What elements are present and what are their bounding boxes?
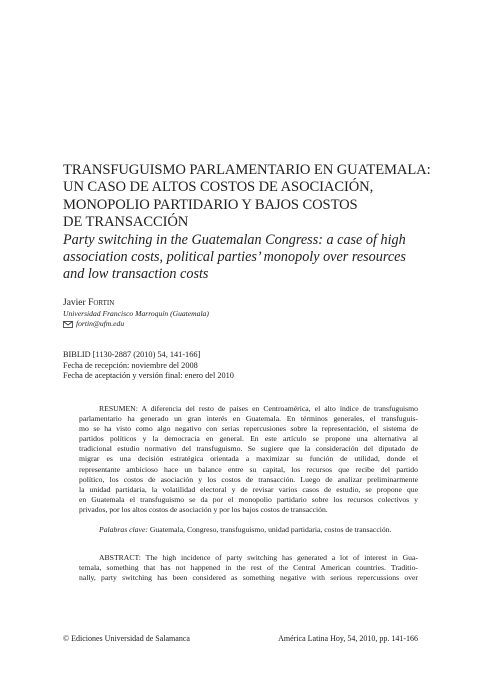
title-block (63, 162, 433, 284)
abstract-line: temala, something that has not happened in the rest of the Central American countries. Traditio- (79, 563, 418, 573)
english-title (63, 232, 433, 284)
keywords (79, 525, 418, 535)
abstract-line: nally, party switching has been considered as something negative with serious repercussions over (79, 573, 418, 583)
reception-date: Fecha de recepción: noviembre del 2008 (63, 360, 198, 370)
keywords-text: Guatemala, Congreso, transfuguismo, unidad partidaria, costos de transacción. (147, 525, 392, 534)
abstract-line: migrar es una decisión estratégica orientada a maximizar su función de utilidad, donde el (79, 454, 418, 464)
footer-publisher: © Ediciones Universidad de Salamanca (63, 634, 190, 643)
abstract-line: la unidad partidaria, la volatilidad electoral y de revisar varios casos de estudio, se propone que (79, 484, 418, 494)
spanish-title (63, 162, 433, 232)
english-title-line: and low transaction costs (63, 266, 209, 283)
abstract-line: privados, por los altos costos de asociación y por los bajos costos de transacción. (79, 504, 328, 514)
abstract-line: partidos políticos y la democracia en general. En este artículo se propone una alternativa al (79, 434, 418, 444)
author-affiliation: Universidad Francisco Marroquín (Guatemala) (63, 309, 209, 318)
abstract-line: político, los costos de asociación y los costos de transacción. Luego de analizar preliminarmente (79, 474, 418, 484)
keywords-label: Palabras clave: (99, 525, 148, 534)
bibliographic-info (63, 350, 423, 382)
author-first-name: Javier (63, 298, 86, 308)
abstract-line: tradicional estudio normativo del transfuguismo. Se sugiere que la consideración del diputado de (79, 444, 418, 454)
author-email[interactable]: fortin@ufm.edu (76, 319, 125, 328)
english-title-line: association costs, political parties’ monopoly over resources (63, 249, 406, 266)
english-title-line: Party switching in the Guatemalan Congress: a case of high (63, 231, 406, 248)
acceptance-date: Fecha de aceptación y versión final: enero del 2010 (63, 371, 234, 381)
abstract-line: ABSTRACT: The high incidence of party switching has generated a lot of interest in Gua- (99, 553, 418, 562)
abstract-line: RESUMEN: A diferencia del resto de países en Centroamérica, el alto índice de transfuguismo (99, 404, 418, 413)
biblid-line: BIBLID [1130-2887 (2010) 54, 141-166] (63, 350, 201, 359)
page-footer (63, 634, 418, 644)
author-email-row (63, 319, 423, 329)
abstract-line: en Guatemala el transfuguismo se da por el monopolio partidario sobre los recursos colectivos y (79, 494, 418, 504)
abstract-line: mo se ha visto como algo negativo con serias repercusiones sobre la representación, el sistema de (79, 424, 418, 434)
envelope-icon (63, 321, 73, 328)
english-abstract (79, 553, 418, 583)
author-name (63, 298, 423, 309)
spanish-title-line: MONOPOLIO PARTIDARIO Y BAJOS COSTOS (63, 196, 358, 213)
author-last-name: Fortin (88, 298, 115, 308)
spanish-abstract (79, 404, 418, 515)
spanish-title-line: DE TRANSACCIÓN (63, 214, 189, 231)
footer-journal-citation: América Latina Hoy, 54, 2010, pp. 141-166 (278, 634, 418, 643)
abstract-line: representante ambicioso hace un balance entre su capital, los recursos que recibe del partido (79, 464, 418, 474)
spanish-title-line: UN CASO DE ALTOS COSTOS DE ASOCIACIÓN, (63, 179, 374, 196)
author-block (63, 298, 423, 329)
abstract-line: parlamentario ha generado un gran interés en Guatemala. En términos generales, el transfuguis- (79, 414, 418, 424)
spanish-title-line: TRANSFUGUISMO PARLAMENTARIO EN GUATEMALA: (63, 162, 431, 178)
